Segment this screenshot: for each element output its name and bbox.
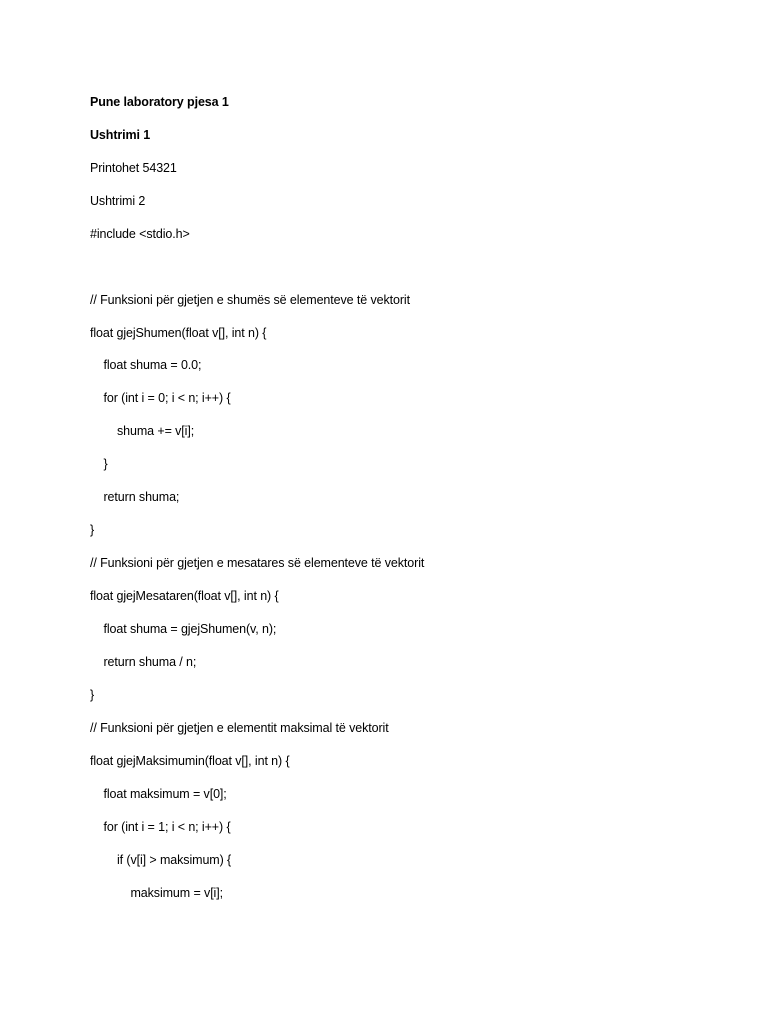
document-heading: Pune laboratory pjesa 1 bbox=[90, 95, 229, 109]
code-line: if (v[i] > maksimum) { bbox=[90, 853, 232, 867]
code-line: for (int i = 1; i < n; i++) { bbox=[90, 820, 231, 834]
code-line: } bbox=[90, 457, 108, 471]
exercise-1-output: Printohet 54321 bbox=[90, 161, 177, 175]
code-line: } bbox=[90, 688, 95, 702]
exercise-2-title: Ushtrimi 2 bbox=[90, 194, 146, 208]
exercise-1-title: Ushtrimi 1 bbox=[90, 128, 151, 142]
code-line: // Funksioni për gjetjen e shumës së elementeve të vektorit bbox=[90, 293, 410, 307]
code-line: float gjejMesataren(float v[], int n) { bbox=[90, 589, 279, 603]
code-line: #include <stdio.h> bbox=[90, 227, 190, 241]
code-line: return shuma / n; bbox=[90, 655, 197, 669]
code-line: float shuma = gjejShumen(v, n); bbox=[90, 622, 277, 636]
code-line: float shuma = 0.0; bbox=[90, 358, 202, 372]
code-line: for (int i = 0; i < n; i++) { bbox=[90, 391, 231, 405]
code-line: // Funksioni për gjetjen e elementit maksimal të vektorit bbox=[90, 721, 389, 735]
code-line: maksimum = v[i]; bbox=[90, 886, 223, 900]
code-line: float gjejMaksimumin(float v[], int n) { bbox=[90, 754, 290, 768]
code-line: return shuma; bbox=[90, 490, 180, 504]
code-line: // Funksioni për gjetjen e mesatares së elementeve të vektorit bbox=[90, 556, 425, 570]
code-line: } bbox=[90, 523, 95, 537]
code-line: float maksimum = v[0]; bbox=[90, 787, 227, 801]
code-line: float gjejShumen(float v[], int n) { bbox=[90, 326, 267, 340]
code-line: shuma += v[i]; bbox=[90, 424, 195, 438]
